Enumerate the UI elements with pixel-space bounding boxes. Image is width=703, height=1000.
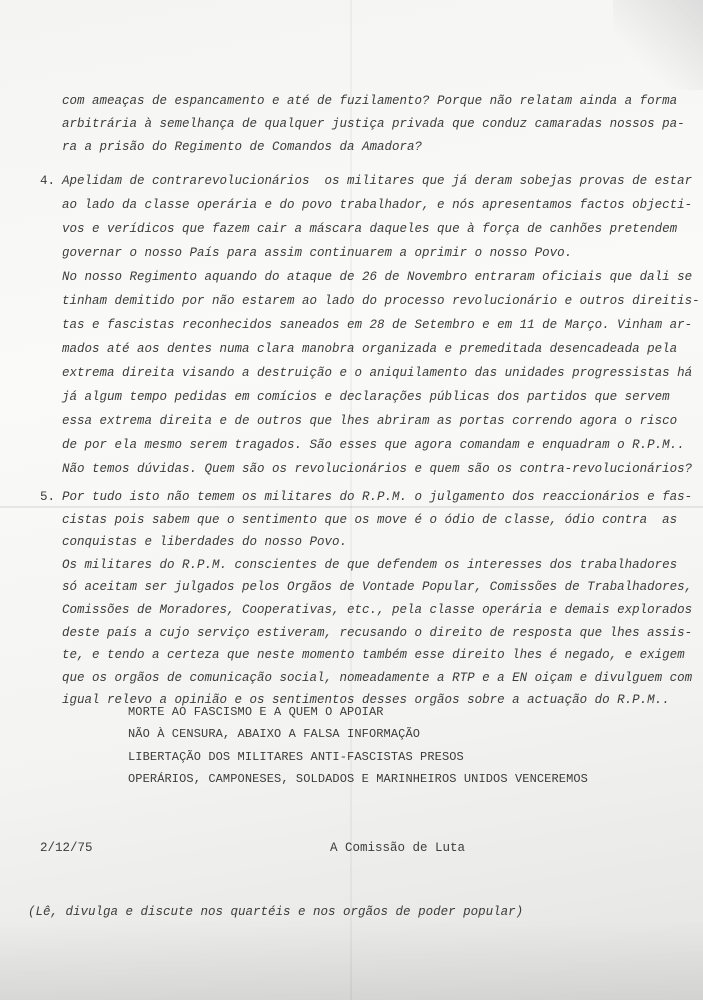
text-line: Apelidam de contrarevolucionários os militares que já deram sobejas provas de estar (62, 174, 693, 188)
text-line: cistas pois sabem que o sentimento que os move é o ódio de classe, ódio contra as (62, 512, 678, 527)
slogan-line: OPERÁRIOS, CAMPONESES, SOLDADOS E MARINHEIROS UNIDOS VENCEREMOS (128, 771, 588, 786)
text-line: essa extrema direita e de outros que lhes abriram as portas correndo agora o risco (62, 414, 678, 428)
item-number-5: 5. (40, 490, 56, 504)
text-line: com ameaças de espancamento e até de fuzilamento? Porque não relatam ainda a forma (62, 94, 678, 108)
item-number-4: 4. (40, 174, 56, 188)
text-line: de por ela mesmo serem tragados. São esses que agora comandam e enquadram o R.P.M.. (62, 438, 685, 452)
text-line: No nosso Regimento aquando do ataque de 26 de Novembro entraram oficiais que dali se (62, 270, 693, 284)
text-line: conquistas e liberdades do nosso Povo. (62, 535, 348, 550)
slogan-line: LIBERTAÇÃO DOS MILITARES ANTI-FASCISTAS PRESOS (128, 749, 464, 764)
text-line: mados até aos dentes numa clara manobra organizada e premeditada desencadeada pela (62, 342, 678, 356)
text-line: te, e tendo a certeza que neste momento também esse direito lhes é negado, e exigem (62, 648, 685, 663)
slogan-line: MORTE AO FASCISMO E A QUEM O APOIAR (128, 705, 384, 719)
text-line: arbitrária à semelhança de qualquer justiça privada que conduz camaradas nossos pa- (62, 117, 685, 131)
text-line: só aceitam ser julgados pelos Orgãos de Vontade Popular, Comissões de Trabalhadores, (62, 580, 693, 595)
text-line: ra a prisão do Regimento de Comandos da Amadora? (62, 140, 423, 154)
text-line: que os orgãos de comunicação social, nomeadamente a RTP e a EN oiçam e divulguem com (62, 670, 693, 685)
text-line: tinham demitido por não estarem ao lado do processo revolucionário e outros direitis- (62, 294, 700, 308)
text-line: tas e fascistas reconhecidos saneados em 28 de Setembro e em 11 de Março. Vinham ar- (62, 318, 693, 332)
text-line: deste país a cujo serviço estiveram, recusando o direito de resposta que lhes assis- (62, 625, 693, 640)
text-line: Comissões de Moradores, Cooperativas, etc., pela classe operária e demais explorados (62, 603, 693, 617)
text-line: extrema direita visando a destruição e o aniquilamento das unidades progressistas há (62, 366, 693, 380)
text-line: governar o nosso País para assim continuarem a oprimir o nosso Povo. (62, 246, 573, 260)
text-line: vos e verídicos que fazem cair a máscara daqueles que à força de canhões pretendem (62, 222, 678, 236)
text-line: Não temos dúvidas. Quem são os revolucionários e quem são os contra-revolucionários? (62, 462, 693, 476)
page-corner-shadow (613, 0, 703, 90)
footer-note: (Lê, divulga e discute nos quartéis e nos orgãos de poder popular) (28, 905, 524, 919)
page-bottom-shadow (0, 920, 703, 1000)
text-line: Os militares do R.P.M. conscientes de que defendem os interesses dos trabalhadores (62, 557, 678, 572)
text-line: ao lado da classe operária e do povo trabalhador, e nós apresentamos factos objecti- (62, 198, 693, 212)
document-date: 2/12/75 (40, 841, 93, 855)
text-line: já algum tempo pedidas em comícios e declarações públicas dos partidos que servem (62, 390, 670, 404)
text-line: Por tudo isto não temem os militares do R.P.M. o julgamento dos reaccionários e fas- (62, 490, 693, 504)
slogan-line: NÃO À CENSURA, ABAIXO A FALSA INFORMAÇÃO (128, 727, 421, 742)
fold-line-horizontal (0, 506, 703, 508)
text-line: igual relevo a opinião e os sentimentos desses orgãos sobre a actuação do R.P.M.. (62, 693, 670, 708)
signature: A Comissão de Luta (330, 841, 466, 855)
